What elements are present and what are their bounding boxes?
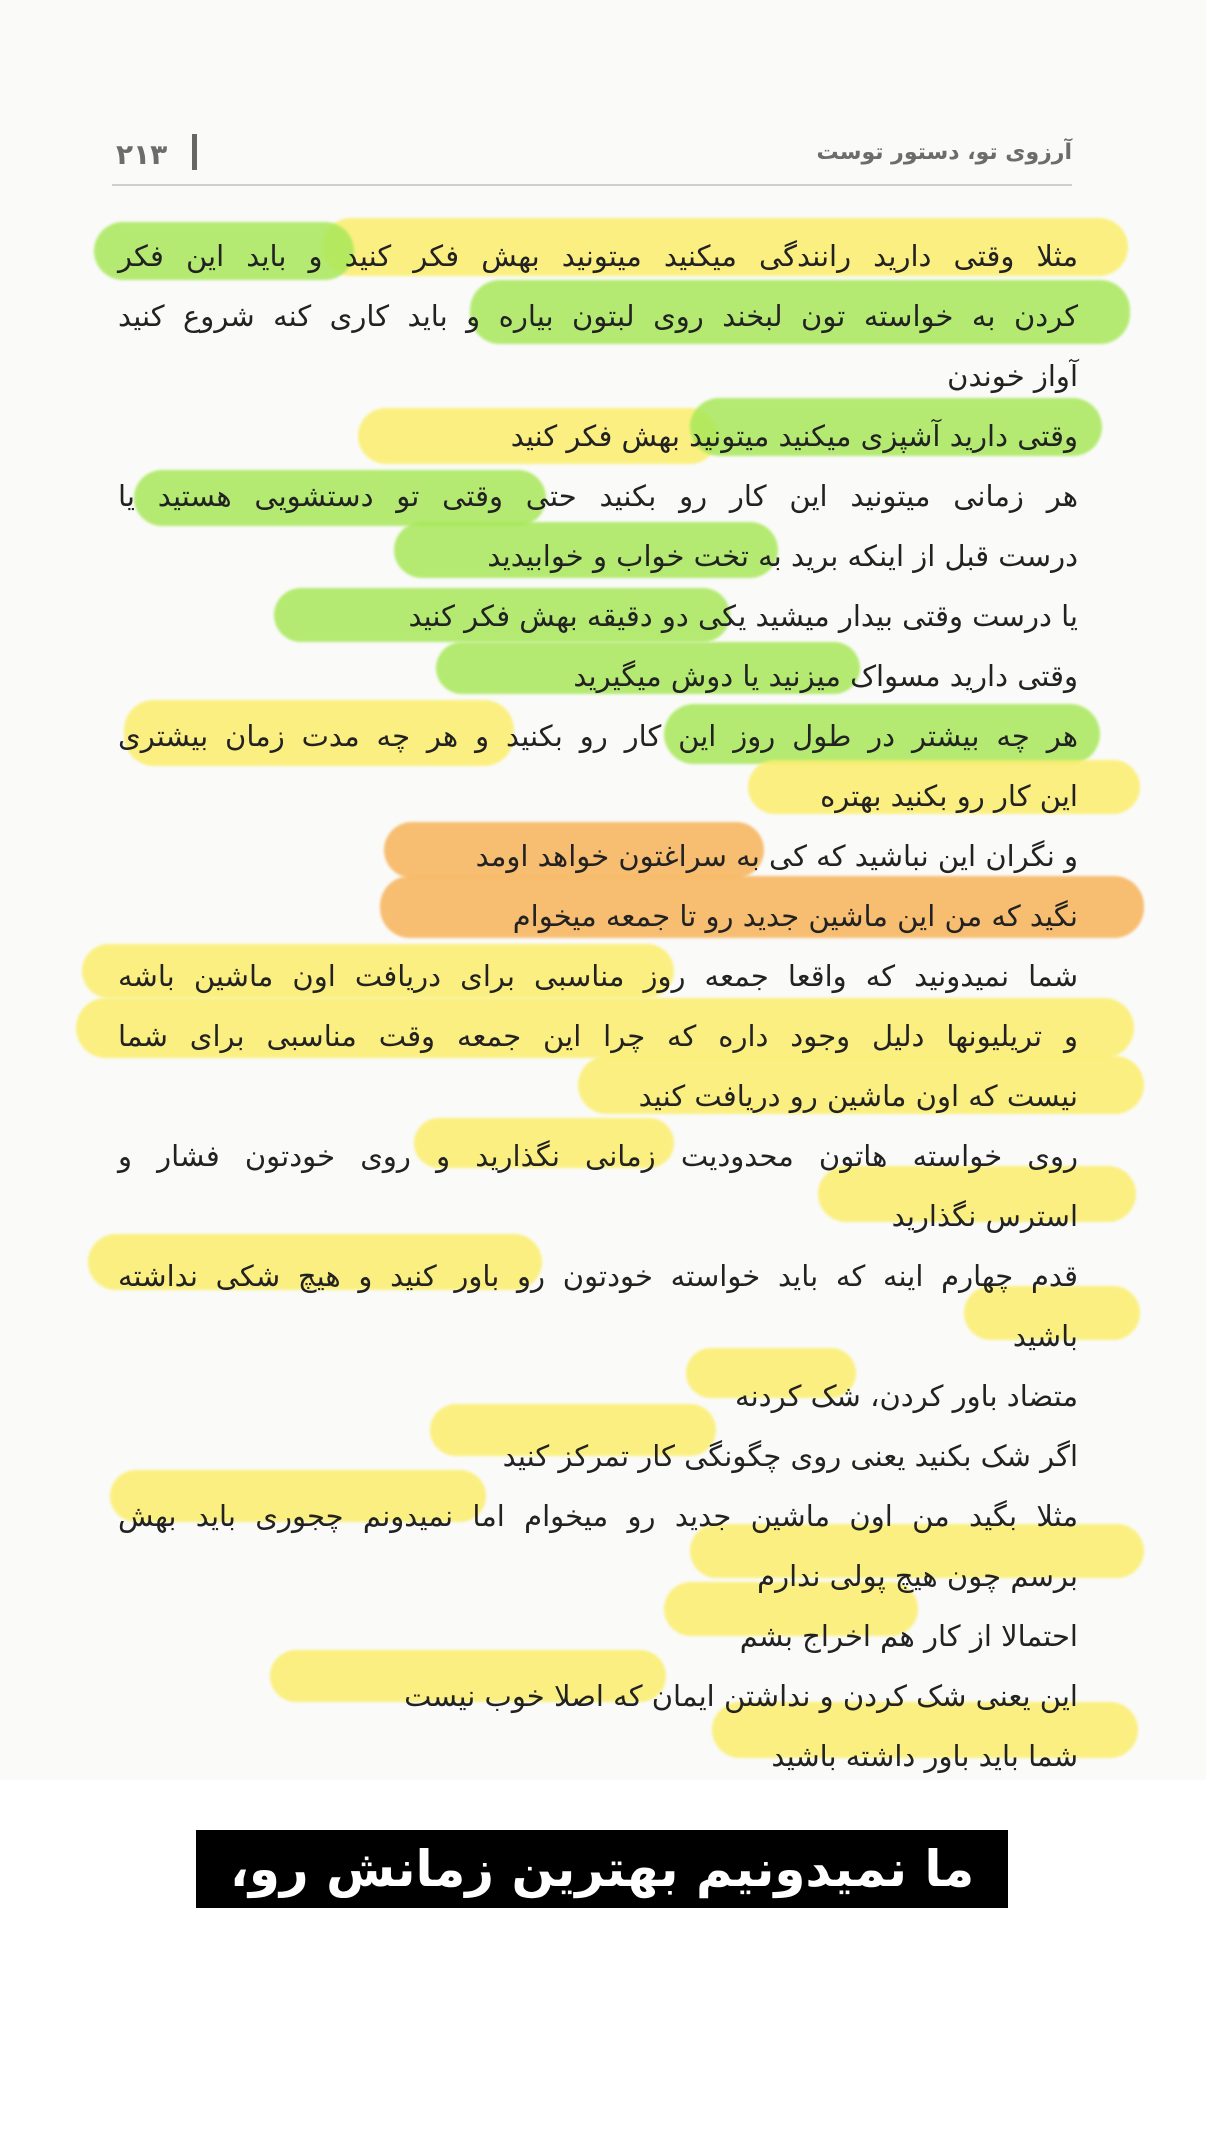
text-line: نگید که من این ماشین جدید رو تا جمعه میخوام xyxy=(512,899,1078,933)
text-line: و نگران این نباشید که کی به سراغتون خواهد اومد xyxy=(475,839,1078,873)
book-title: آرزوی تو، دستور توست xyxy=(816,140,1072,165)
text-line: یا درست وقتی بیدار میشید یکی دو دقیقه بهش فکر کنید xyxy=(408,599,1078,633)
page-number: ۲۱۳ xyxy=(116,138,168,171)
text-line: مثلا وقتی دارید رانندگی میکنید میتونید بهش فکر کنید و باید این فکر xyxy=(118,239,1078,273)
text-line: هر چه بیشتر در طول روز این کار رو بکنید و هر چه مدت زمان بیشتری xyxy=(118,719,1078,753)
text-line: روی خواسته هاتون محدودیت زمانی نگذارید و روی خودتون فشار و xyxy=(118,1139,1078,1173)
text-line: این یعنی شک کردن و نداشتن ایمان که اصلا خوب نیست xyxy=(404,1679,1078,1713)
text-line: باشید xyxy=(1012,1319,1078,1353)
text-line: درست قبل از اینکه برید به تخت خواب و خوابیدید xyxy=(487,539,1078,573)
text-line: وقتی دارید آشپزی میکنید میتونید بهش فکر کنید xyxy=(510,419,1078,453)
text-line: قدم چهارم اینه که باید خواسته خودتون رو باور کنید و هیچ شکی نداشته xyxy=(118,1259,1078,1293)
text-line: آواز خوندن xyxy=(947,359,1078,393)
text-line: وقتی دارید مسواک میزنید یا دوش میگیرید xyxy=(573,659,1078,693)
text-line: برسم چون هیچ پولی ندارم xyxy=(757,1559,1078,1593)
text-line: اگر شک بکنید یعنی روی چگونگی کار تمرکز کنید xyxy=(502,1439,1078,1473)
text-line: شما نمیدونید که واقعا جمعه روز مناسبی برای دریافت اون ماشین باشه xyxy=(118,959,1078,993)
text-line: احتمالا از کار هم اخراج بشم xyxy=(739,1619,1078,1653)
text-line: متضاد باور کردن، شک کردنه xyxy=(735,1379,1078,1413)
text-line: کردن به خواسته تون لبخند روی لبتون بیاره و باید کاری کنه شروع کنید xyxy=(118,299,1078,333)
text-line: شما باید باور داشته باشید xyxy=(771,1739,1078,1773)
text-line: این کار رو بکنید بهتره xyxy=(820,779,1078,813)
text-line: نیست که اون ماشین رو دریافت کنید xyxy=(638,1079,1078,1113)
story-caption: ما نمیدونیم بهترین زمانش رو، xyxy=(196,1830,1008,1908)
text-line: و تریلیونها دلیل وجود داره که چرا این جمعه وقت مناسبی برای شما xyxy=(118,1019,1078,1053)
text-line: هر زمانی میتونید این کار رو بکنید حتی وقتی تو دستشویی هستید یا xyxy=(118,479,1078,513)
page-header xyxy=(112,128,1072,186)
text-line: استرس نگذارید xyxy=(891,1199,1078,1233)
header-divider xyxy=(192,134,197,170)
text-line: مثلا بگید من اون ماشین جدید رو میخوام اما نمیدونم چجوری باید بهش xyxy=(118,1499,1078,1533)
